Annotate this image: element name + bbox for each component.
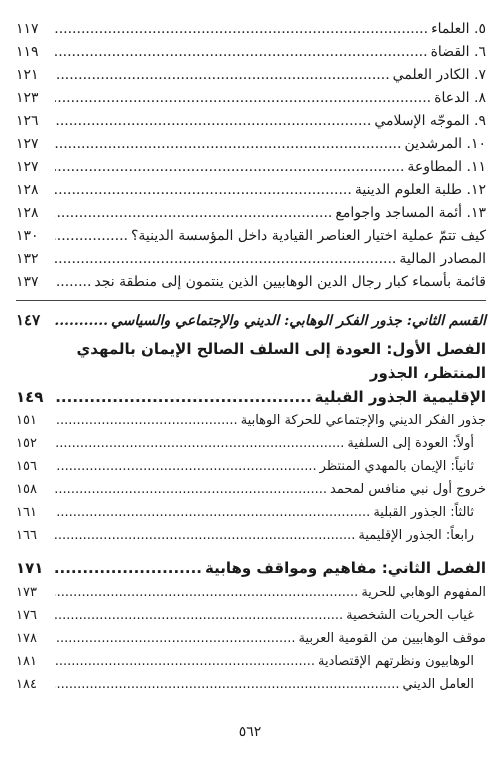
toc-entry-page: ١٢٣: [16, 90, 39, 106]
leader-dots: [55, 409, 238, 432]
toc-entry-title: ١٢. طلبة العلوم الدينية: [354, 182, 486, 198]
toc-entry-title: ٦. القضاة: [430, 44, 486, 60]
toc-entry-title: أولاً: العودة إلى السلفية: [347, 436, 474, 451]
toc-entry[interactable]: [16, 133, 486, 156]
toc-entry-title: المفهوم الوهابي للحرية: [361, 585, 486, 600]
toc-entry-title: ثانياً: الإيمان بالمهدي المنتظر: [319, 459, 474, 474]
toc-entry-title: الوهابيون ونظرتهم الإقتصادية: [318, 654, 474, 669]
toc-entry[interactable]: [16, 64, 486, 87]
page-number: ٥٦٢: [238, 724, 262, 740]
toc-entry-page: ١٥١: [16, 413, 37, 428]
leader-dots: [55, 308, 108, 334]
toc-entry-title: ٧. الكادر العلمي: [392, 67, 486, 83]
toc-entry[interactable]: [16, 248, 486, 271]
toc-entry[interactable]: [16, 455, 486, 478]
toc-entry-title: المصادر المالية: [399, 251, 486, 267]
leader-dots: [55, 87, 431, 110]
toc-entry[interactable]: [16, 501, 486, 524]
leader-dots: [55, 555, 202, 581]
toc-entry-page: ١٧٣: [16, 585, 37, 600]
leader-dots: [55, 156, 404, 179]
toc-entry-page: ١٢٨: [16, 182, 39, 198]
leader-dots: [55, 432, 344, 455]
toc-entry[interactable]: [16, 87, 486, 110]
toc-entry-page: ١١٩: [16, 44, 39, 60]
toc-entry-page: ١٨١: [16, 654, 37, 669]
leader-dots: [55, 18, 428, 41]
toc-entry-title: خروج أول نبي منافس لمحمد: [330, 482, 486, 497]
toc-entry-title: كيف تتمّ عملية اختيار العناصر القيادية داخل المؤسسة الدينية؟: [130, 228, 486, 244]
toc-entry-page: ١٢٧: [16, 159, 39, 175]
leader-dots: [55, 673, 399, 696]
toc-entry-title: ٩. الموجّه الإسلامي: [374, 113, 486, 129]
toc-entry[interactable]: [16, 524, 486, 547]
part-two-page: ١٤٧: [16, 311, 41, 329]
toc-entry-title: ٨. الدعاة: [434, 90, 486, 106]
toc-entry[interactable]: [16, 225, 486, 248]
table-of-contents: [16, 18, 486, 696]
toc-entry[interactable]: [16, 478, 486, 501]
leader-dots: [55, 455, 317, 478]
toc-entry-page: ١١٧: [16, 21, 39, 37]
toc-entry-title: العامل الديني: [402, 677, 474, 692]
leader-dots: [55, 133, 401, 156]
chapter-two-page: ١٧١: [16, 559, 44, 577]
leader-dots: [55, 41, 428, 64]
leader-dots: [55, 179, 352, 202]
toc-entry[interactable]: [16, 627, 486, 650]
leader-dots: [55, 524, 355, 547]
leader-dots: [55, 110, 371, 133]
toc-entry-title: غياب الحريات الشخصية: [346, 608, 474, 623]
toc-entry[interactable]: [16, 179, 486, 202]
toc-entry-page: ١٢٦: [16, 113, 39, 129]
leader-dots: [55, 64, 390, 87]
toc-entry-page: ١٧٨: [16, 631, 37, 646]
toc-entry-page: ١٦١: [16, 505, 37, 520]
toc-entry-page: ١٣٧: [16, 274, 39, 290]
toc-entry-page: ١٥٨: [16, 482, 37, 497]
leader-dots: [55, 501, 370, 524]
toc-entry-title: ثالثاً: الجذور القبلية: [373, 505, 474, 520]
toc-entry-page: ١٥٢: [16, 436, 37, 451]
leader-dots: [55, 627, 296, 650]
leader-dots: [55, 581, 358, 604]
chapter-one-heading-line1[interactable]: الفصل الأول: العودة إلى السلف الصالح الإيمان بالمهدي المنتظر، الجذور: [76, 340, 486, 382]
toc-entry[interactable]: [16, 271, 486, 294]
toc-entry-title: ١٣. أئمة المساجد واجوامع: [335, 205, 486, 221]
leader-dots: [55, 248, 396, 271]
toc-entry-page: ١٥٦: [16, 459, 37, 474]
toc-group-chapter-one: [16, 409, 486, 547]
toc-part-two[interactable]: [16, 307, 486, 333]
toc-entry[interactable]: [16, 202, 486, 225]
toc-entry[interactable]: [16, 604, 486, 627]
toc-entry-title: ١٠. المرشدين: [404, 136, 486, 152]
leader-dots: [55, 385, 312, 409]
toc-entry-page: ١٦٦: [16, 528, 37, 543]
leader-dots: [55, 478, 327, 501]
leader-dots: [55, 604, 343, 627]
toc-entry[interactable]: [16, 650, 486, 673]
toc-entry-title: قائمة بأسماء كبار رجال الدين الوهابيين الذين ينتمون إلى منطقة نجد: [94, 274, 486, 290]
leader-dots: [55, 202, 332, 225]
toc-entry-page: ١٧٦: [16, 608, 37, 623]
section-divider: [16, 300, 486, 301]
toc-entry-page: ١٨٤: [16, 677, 37, 692]
toc-entry[interactable]: [16, 581, 486, 604]
leader-dots: [55, 650, 315, 673]
part-two-title: القسم الثاني: جذور الفكر الوهابي: الديني والإجتماعي والسياسي: [110, 313, 486, 329]
toc-entry-page: ١٣٠: [16, 228, 39, 244]
toc-entry[interactable]: [16, 673, 486, 696]
toc-chapter-one[interactable]: [16, 385, 486, 409]
toc-entry[interactable]: [16, 41, 486, 64]
toc-entry-title: موقف الوهابيين من القومية العربية: [298, 631, 486, 646]
toc-entry-page: ١٣٢: [16, 251, 39, 267]
toc-entry-page: ١٢١: [16, 67, 39, 83]
toc-entry[interactable]: [16, 110, 486, 133]
leader-dots: [55, 225, 128, 248]
toc-entry-title: رابعاً: الجذور الإقليمية: [358, 528, 474, 543]
toc-chapter-two[interactable]: [16, 555, 486, 581]
toc-entry-title: ١١. المطاوعة: [407, 159, 486, 175]
toc-entry[interactable]: [16, 156, 486, 179]
chapter-two-title: الفصل الثاني: مفاهيم ومواقف وهابية: [204, 559, 486, 577]
toc-entry[interactable]: [16, 18, 486, 41]
toc-entry-page: ١٢٧: [16, 136, 39, 152]
chapter-one-page: ١٤٩: [16, 388, 44, 406]
chapter-one-heading-line2: الإقليمية الجذور القبلية: [314, 388, 486, 406]
toc-entry[interactable]: [16, 432, 486, 455]
toc-entry-title: ٥. العلماء: [431, 21, 486, 37]
toc-entry-page: ١٢٨: [16, 205, 39, 221]
leader-dots: [55, 271, 91, 294]
toc-entry-title: جذور الفكر الديني والإجتماعي للحركة الوهابية: [240, 413, 486, 428]
toc-group-religious-ranks: [16, 18, 486, 294]
toc-group-chapter-two: [16, 581, 486, 696]
toc-entry[interactable]: [16, 409, 486, 432]
